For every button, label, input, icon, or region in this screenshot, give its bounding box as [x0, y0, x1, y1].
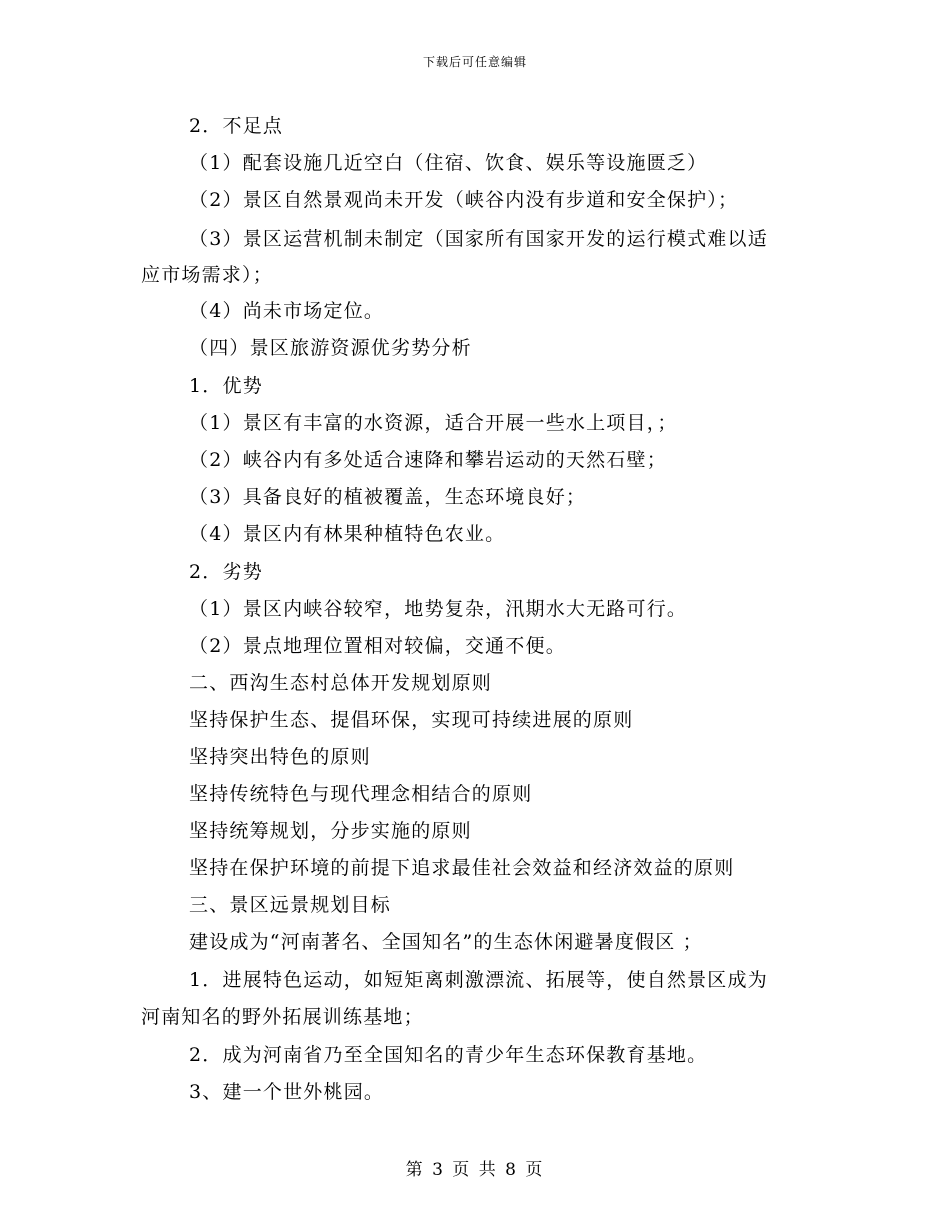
list-item: （2）景点地理位置相对较偏，交通不便。	[189, 635, 566, 657]
section-heading: （四）景区旅游资源优劣势分析	[189, 337, 472, 359]
goal-item-continuation: 河南知名的野外拓展训练基地；	[141, 1006, 424, 1028]
page-header: 下载后可任意编辑	[422, 55, 527, 69]
list-item: （3）具备良好的植被覆盖，生态环境良好；	[189, 486, 587, 508]
list-item: （1）配套设施几近空白（住宿、饮食、娱乐等设施匮乏）	[189, 152, 708, 174]
goal-item: 1．进展特色运动，如短矩离刺激漂流、拓展等，使自然景区成为	[189, 969, 768, 991]
principle-item: 坚持突出特色的原则	[189, 746, 371, 768]
list-item: （4）景区内有林果种植特色农业。	[189, 523, 506, 545]
list-item: （2）景区自然景观尚未开发（峡谷内没有步道和安全保护）；	[189, 189, 739, 211]
list-item: （2）峡谷内有多处适合速降和攀岩运动的天然石壁；	[189, 449, 667, 471]
list-item: （1）景区有丰富的水资源，适合开展一些水上项目，；	[189, 412, 678, 434]
goal-item: 2．成为河南省乃至全国知名的青少年生态环保教育基地。	[189, 1044, 708, 1066]
heading-strengths: 1．优势	[189, 375, 263, 397]
list-item: （4）尚未市场定位。	[189, 300, 385, 322]
principle-item: 坚持统筹规划，分步实施的原则	[189, 820, 472, 842]
list-item: （1）景区内峡谷较窄，地势复杂，汛期水大无路可行。	[189, 598, 688, 620]
heading-disadvantages: 2．劣势	[189, 561, 263, 583]
goal-item: 3、建一个世外桃园。	[189, 1081, 385, 1103]
list-item-continuation: 应市场需求）；	[141, 264, 273, 286]
page-number: 第 3 页 共 8 页	[405, 1160, 545, 1180]
principle-item: 坚持传统特色与现代理念相结合的原则	[189, 783, 533, 805]
goal-statement: 建设成为“河南著名、全国知名”的生态休闲避暑度假区 ；	[189, 931, 703, 953]
principle-item: 坚持在保护环境的前提下追求最佳社会效益和经济效益的原则	[189, 857, 735, 879]
section-heading: 二、西沟生态村总体开发规划原则	[189, 672, 493, 694]
list-item: （3）景区运营机制未制定（国家所有国家开发的运行模式难以适	[189, 228, 768, 250]
section-heading: 三、景区远景规划目标	[189, 894, 392, 916]
principle-item: 坚持保护生态、提倡环保，实现可持续进展的原则	[189, 709, 634, 731]
heading-weaknesses: 2．不足点	[189, 115, 284, 137]
